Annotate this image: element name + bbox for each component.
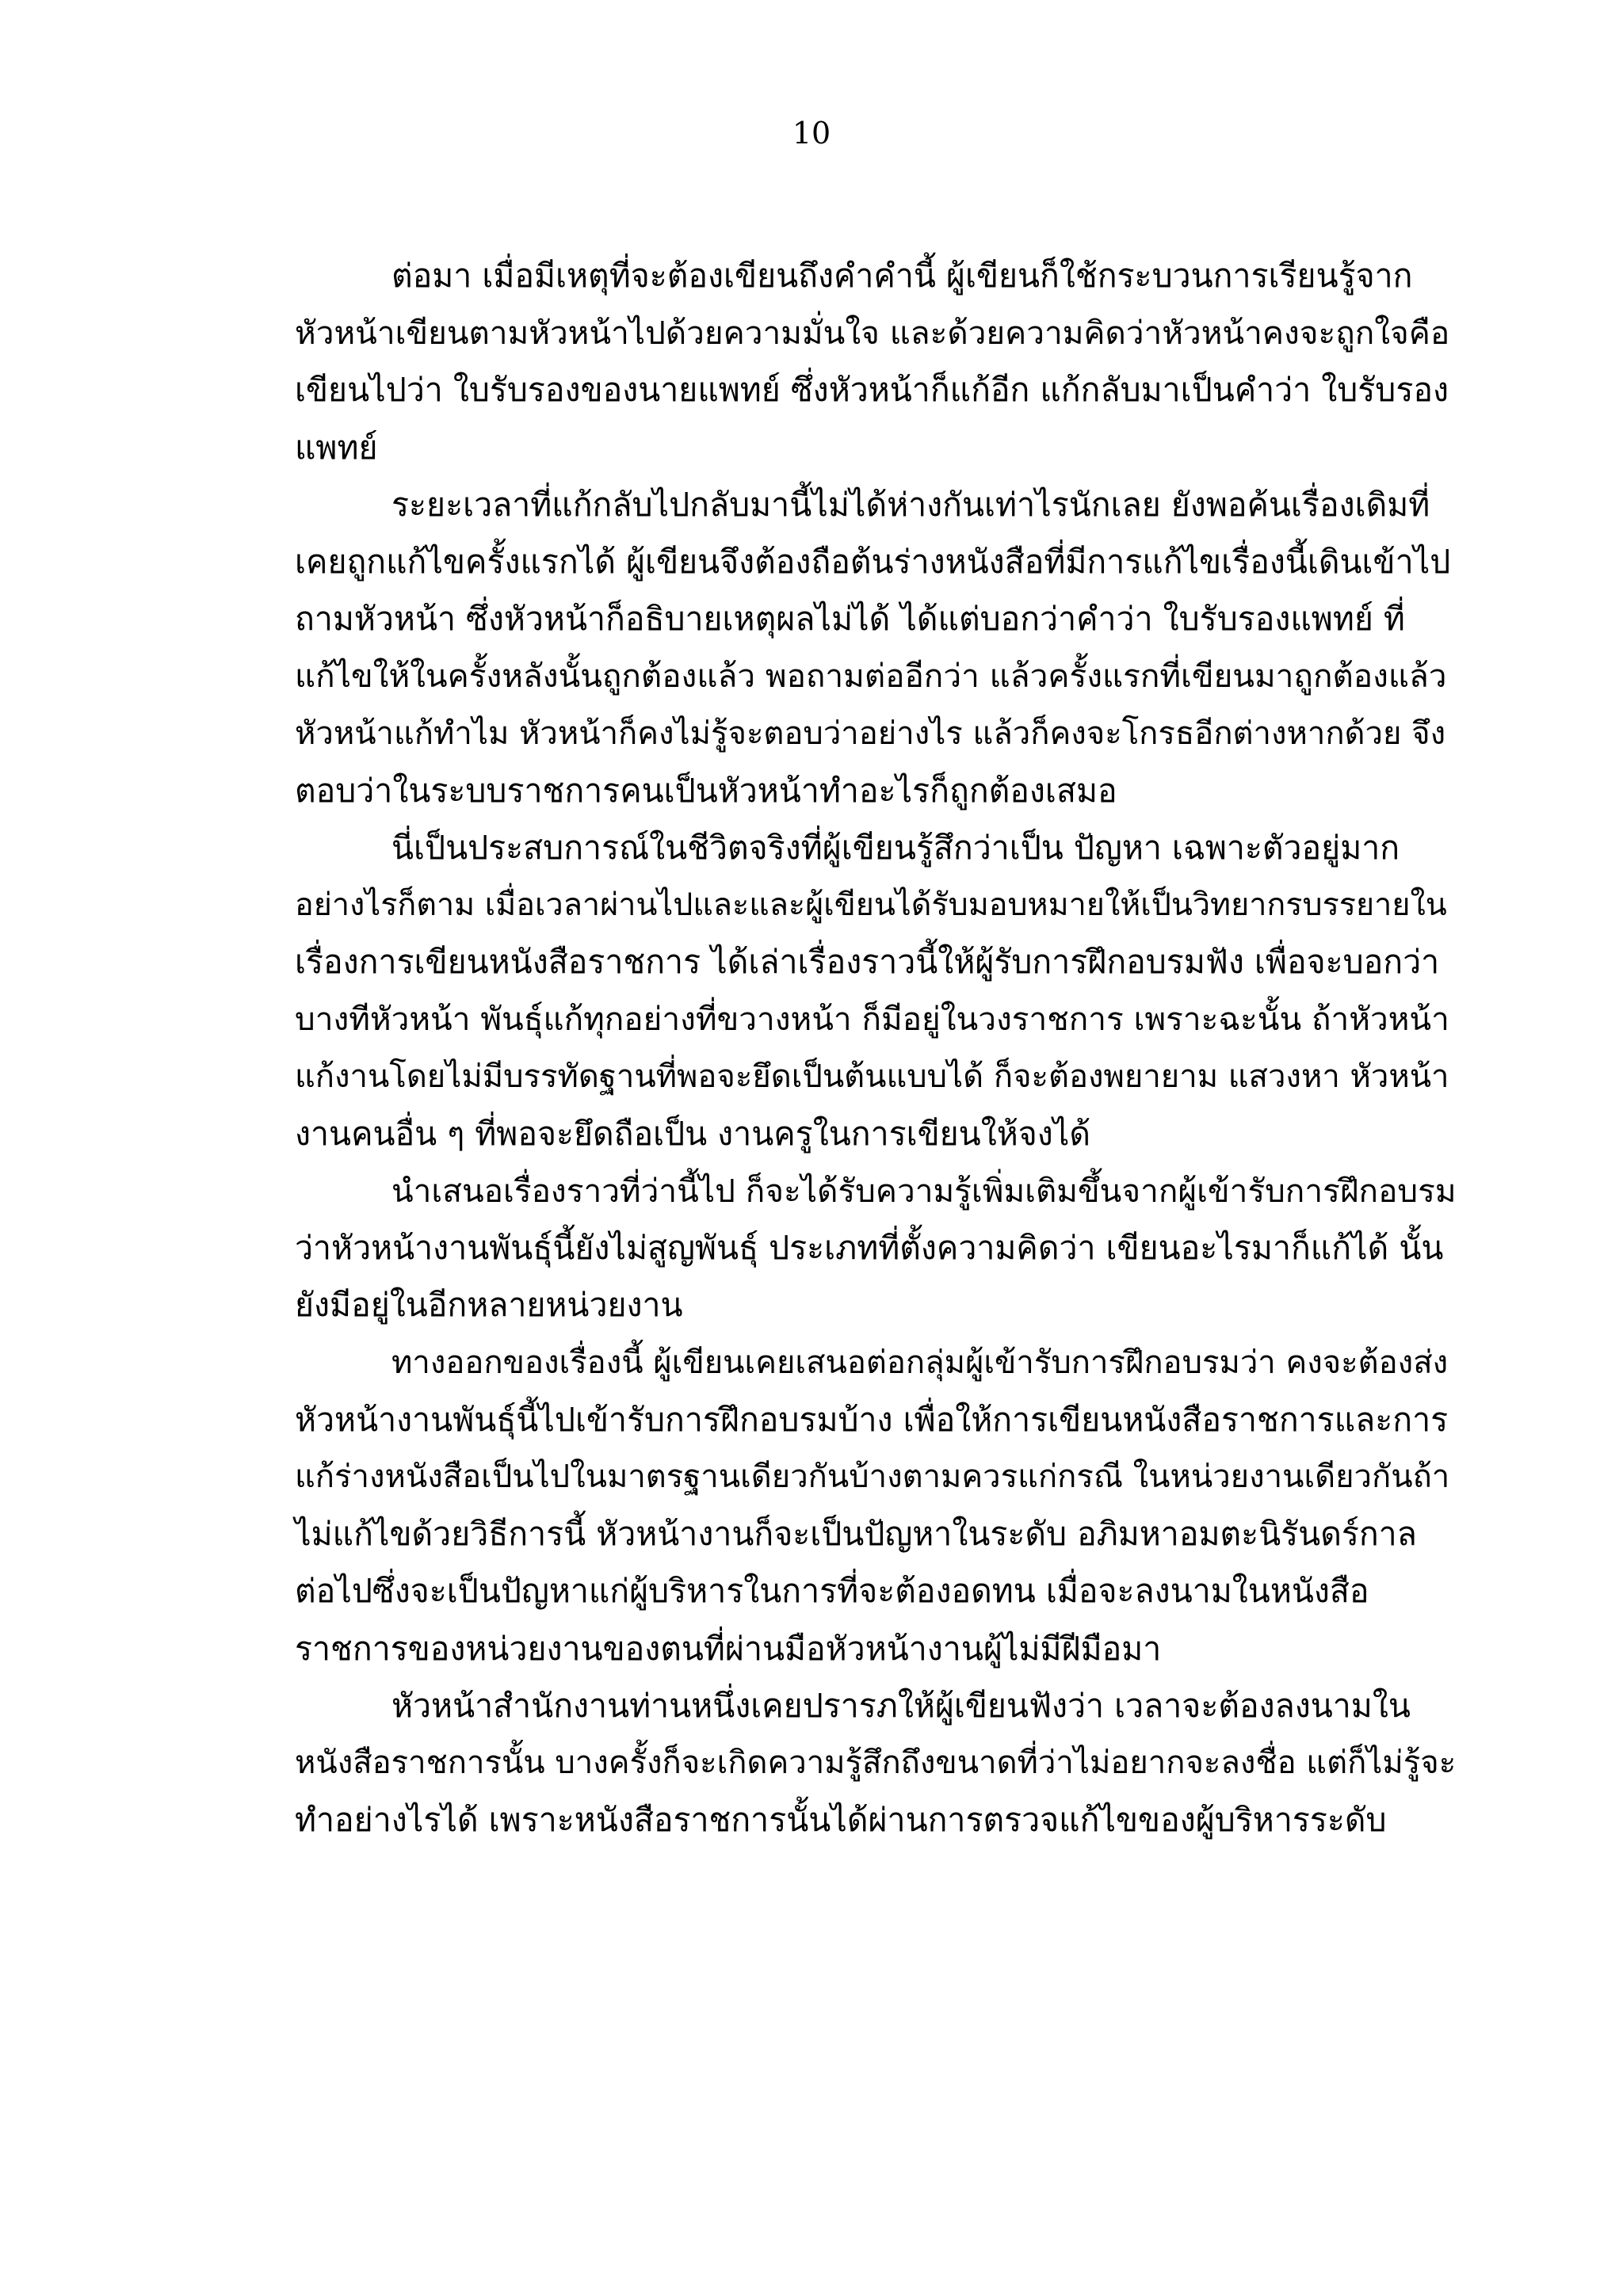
text-line: นำเสนอเรื่องราวที่ว่านี้ไป ก็จะได้รับความรู้เพิ่มเติมขึ้นจากผู้เข้ารับการฝึกอบรม <box>391 1172 1457 1210</box>
text-line: บางทีหัวหน้า พันธุ์แก้ทุกอย่างที่ขวางหน้า ก็มีอยู่ในวงราชการ เพราะฉะนั้น ถ้าหัวหน้า <box>295 1000 1449 1039</box>
text-line: หัวหน้าเขียนตามหัวหน้าไปด้วยความมั่นใจ และด้วยความคิดว่าหัวหน้าคงจะถูกใจคือ <box>295 314 1450 353</box>
text-line: ต่อมา เมื่อมีเหตุที่จะต้องเขียนถึงคำคำนี้ ผู้เขียนก็ใช้กระบวนการเรียนรู้จาก <box>391 257 1413 295</box>
text-line: หนังสือราชการนั้น บางครั้งก็จะเกิดความรู้สึกถึงขนาดที่ว่าไม่อยากจะลงชื่อ แต่ก็ไม่รู้จะ <box>295 1744 1457 1781</box>
paragraph <box>295 1162 1457 1334</box>
text-line: หัวหน้าแก้ทำไม หัวหน้าก็คงไม่รู้จะตอบว่าอย่างไร แล้วก็คงจะโกรธอีกต่างหากด้วย จึง <box>295 715 1446 752</box>
text-line: หัวหน้างานพันธุ์นี้ไปเข้ารับการฝึกอบรมบ้าง เพื่อให้การเขียนหนังสือราชการและการ <box>295 1400 1449 1439</box>
text-line: แก้ร่างหนังสือเป็นไปในมาตรฐานเดียวกันบ้างตามควรแก่กรณี ในหน่วยงานเดียวกันถ้า <box>295 1458 1450 1495</box>
page-number: 10 <box>792 116 831 151</box>
text-line: เรื่องการเขียนหนังสือราชการ ได้เล่าเรื่องราวนี้ให้ผู้รับการฝึกอบรมฟัง เพื่อจะบอกว่า <box>295 943 1440 982</box>
paragraph <box>295 819 1452 1162</box>
text-line: ทางออกของเรื่องนี้ ผู้เขียนเคยเสนอต่อกลุ่มผู้เข้ารับการฝึกอบรมว่า คงจะต้องส่ง <box>391 1344 1449 1381</box>
text-line: นี่เป็นประสบการณ์ในชีวิตจริงที่ผู้เขียนรู้สึกว่าเป็น ปัญหา เฉพาะตัวอยู่มาก <box>391 828 1400 867</box>
text-line: ตอบว่าในระบบราชการคนเป็นหัวหน้าทำอะไรก็ถูกต้องเสมอ <box>295 771 1117 810</box>
text-line: แก้งานโดยไม่มีบรรทัดฐานที่พอจะยึดเป็นต้นแบบได้ ก็จะต้องพยายาม แสวงหา หัวหน้า <box>295 1058 1449 1095</box>
text-line: ยังมีอยู่ในอีกหลายหน่วยงาน <box>295 1286 683 1325</box>
paragraph <box>295 1677 1457 1849</box>
text-line: หัวหน้าสำนักงานท่านหนึ่งเคยปรารภให้ผู้เขียนฟังว่า เวลาจะต้องลงนามใน <box>391 1686 1411 1725</box>
text-line: อย่างไรก็ตาม เมื่อเวลาผ่านไปและและผู้เขียนได้รับมอบหมายให้เป็นวิทยากรบรรยายใน <box>295 887 1447 924</box>
text-line: ทำอย่างไรได้ เพราะหนังสือราชการนั้นได้ผ่านการตรวจแก้ไขของผู้บริหารระดับ <box>295 1801 1387 1840</box>
text-line: ไม่แก้ไขด้วยวิธีการนี้ หัวหน้างานก็จะเป็นปัญหาในระดับ อภิมหาอมตะนิรันดร์กาล <box>295 1515 1417 1554</box>
text-line: ราชการของหน่วยงานของตนที่ผ่านมือหัวหน้างานผู้ไม่มีฝีมือมา <box>295 1629 1162 1668</box>
document-body <box>295 247 1457 1848</box>
text-line: เขียนไปว่า ใบรับรองของนายแพทย์ ซึ่งหัวหน้าก็แก้อีก แก้กลับมาเป็นคำว่า ใบรับรอง <box>295 371 1449 410</box>
text-line: แก้ไขให้ในครั้งหลังนั้นถูกต้องแล้ว พอถามต่ออีกว่า แล้วครั้งแรกที่เขียนมาถูกต้องแล้ว <box>295 657 1447 696</box>
text-line: ว่าหัวหน้างานพันธุ์นี้ยังไม่สูญพันธุ์ ประเภทที่ตั้งความคิดว่า เขียนอะไรมาก็แก้ได้ นั้น <box>295 1229 1444 1268</box>
paragraph <box>295 1334 1452 1677</box>
text-line: ระยะเวลาที่แก้กลับไปกลับมานี้ไม่ได้ห่างกันเท่าไรนักเลย ยังพอค้นเรื่องเดิมที่ <box>391 485 1430 524</box>
text-line: แพทย์ <box>295 428 378 467</box>
text-line: ต่อไปซึ่งจะเป็นปัญหาแก่ผู้บริหารในการที่จะต้องอดทน เมื่อจะลงนามในหนังสือ <box>295 1572 1369 1611</box>
paragraph <box>295 247 1452 476</box>
paragraph <box>295 476 1452 819</box>
text-line: ถามหัวหน้า ซึ่งหัวหน้าก็อธิบายเหตุผลไม่ได้ ได้แต่บอกว่าคำว่า ใบรับรองแพทย์ ที่ <box>295 600 1405 639</box>
text-line: งานคนอื่น ๆ ที่พอจะยึดถือเป็น งานครูในการเขียนให้จงได้ <box>295 1114 1091 1153</box>
text-line: เคยถูกแก้ไขครั้งแรกได้ ผู้เขียนจึงต้องถือต้นร่างหนังสือที่มีการแก้ไขเรื่องนี้เดินเข้าไป <box>295 542 1451 581</box>
